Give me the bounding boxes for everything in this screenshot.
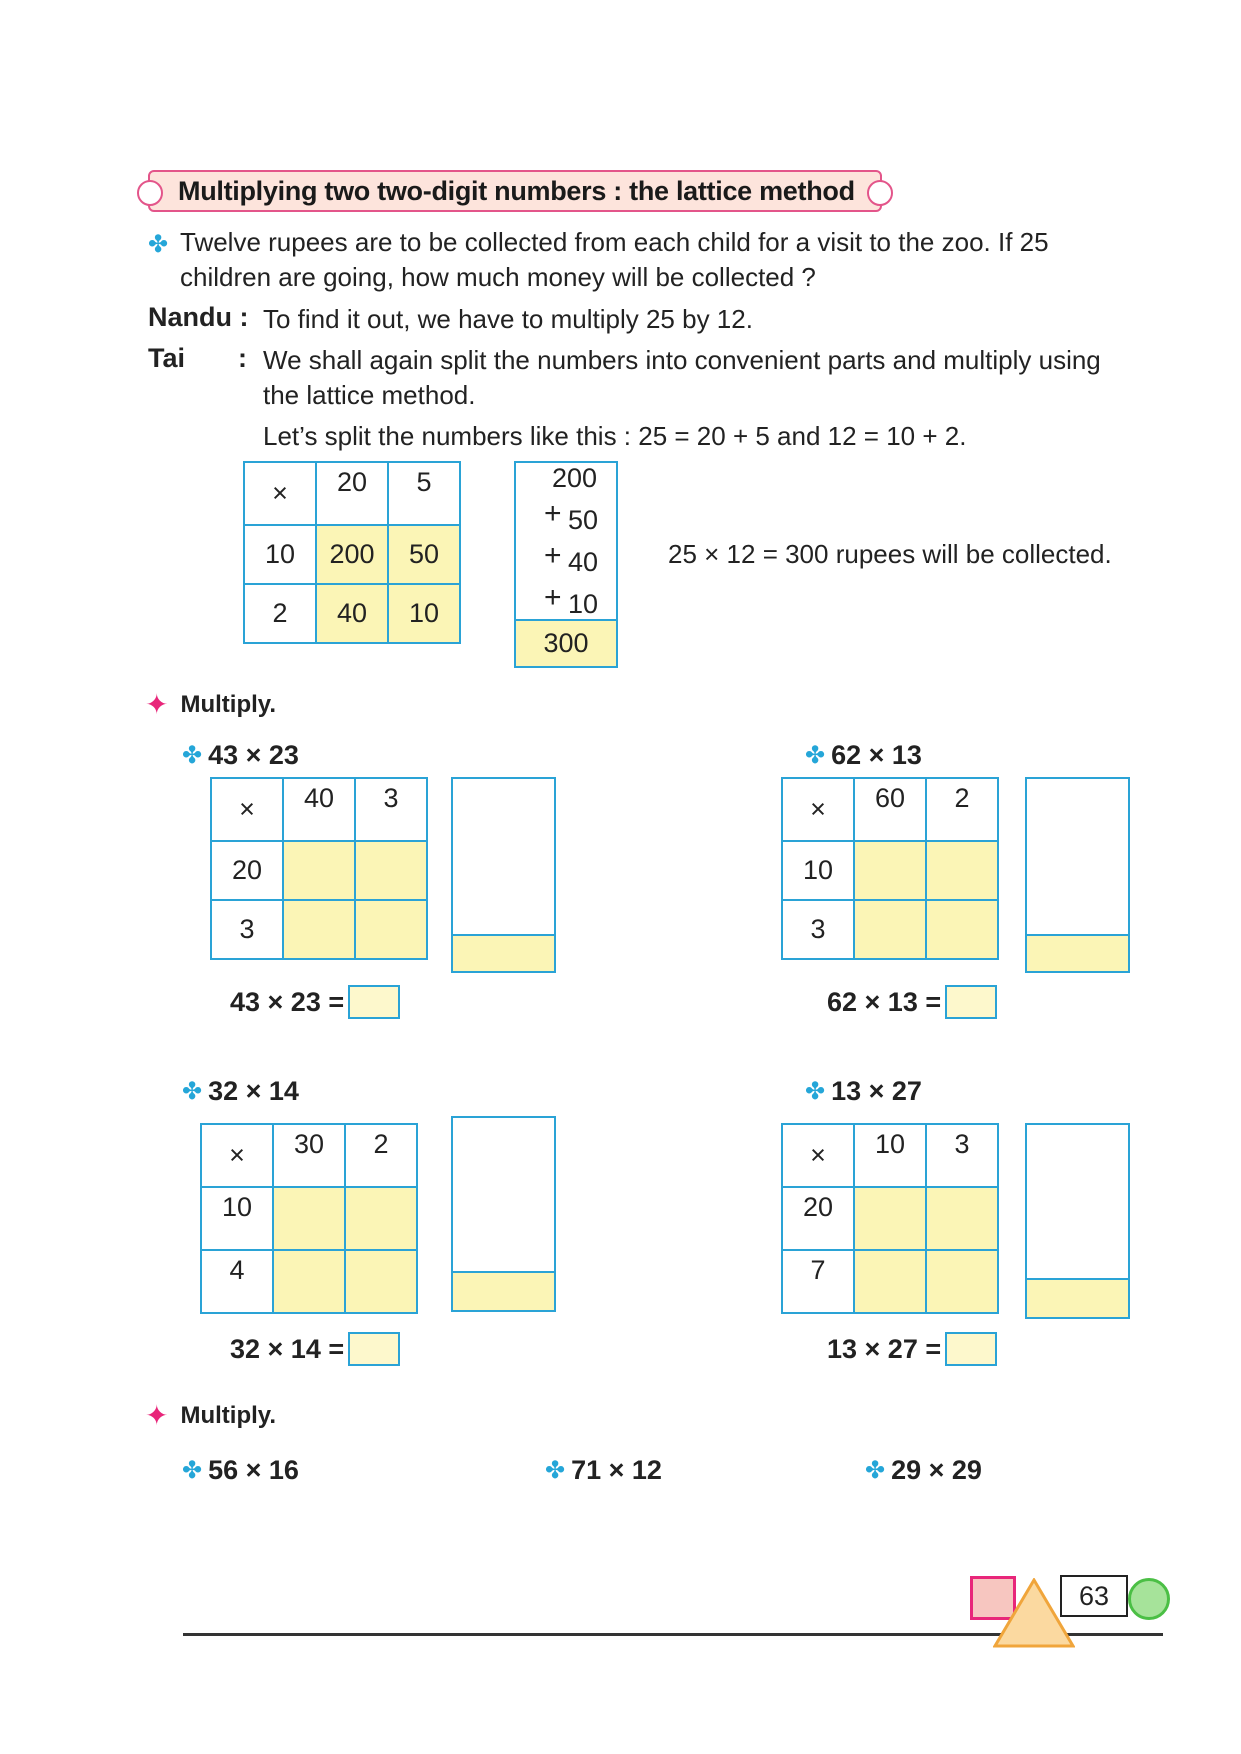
- speaker-tai: Tai: [148, 343, 186, 373]
- grid-answer-cell[interactable]: [355, 841, 427, 900]
- speaker-tai-colon: :: [238, 343, 247, 373]
- exercise-title: ✤ 32 × 14: [182, 1076, 299, 1106]
- exercise-sum-box[interactable]: [1025, 1123, 1130, 1319]
- exercise-lattice-grid: [210, 777, 428, 960]
- answer-box[interactable]: [348, 1332, 400, 1366]
- clover-bullet-icon: ✤: [805, 742, 826, 769]
- answer-box[interactable]: [348, 985, 400, 1019]
- exercise-sum-box[interactable]: [451, 1116, 556, 1312]
- grid-answer-cell[interactable]: [345, 1250, 417, 1313]
- section1-heading-text: Multiply.: [180, 690, 277, 718]
- grid-product-cell: 50: [388, 525, 460, 584]
- sum-addend: 50: [568, 505, 599, 535]
- grid-col-head: 5: [388, 462, 460, 525]
- grid-answer-cell[interactable]: [283, 841, 355, 900]
- grid-row-head: 3: [211, 900, 283, 959]
- exercise-lattice-grid: [781, 1123, 999, 1314]
- sum-result: 300: [516, 619, 616, 666]
- grid-answer-cell[interactable]: [926, 1250, 998, 1313]
- tai-line-3: Let’s split the numbers like this : 25 = 20 + 5 and 12 = 10 + 2.: [263, 421, 967, 451]
- page-number: 63: [1060, 1575, 1128, 1617]
- green-circle-icon: [1128, 1578, 1170, 1620]
- clover-bullet-icon: ✤: [545, 1457, 566, 1484]
- grid-corner: ×: [782, 778, 854, 841]
- tai-line-2: the lattice method.: [263, 380, 476, 410]
- practice-item: ✤ 56 × 16: [182, 1455, 299, 1485]
- answer-box[interactable]: [945, 1332, 997, 1366]
- grid-corner: ×: [201, 1124, 273, 1187]
- grid-row-head: 10: [244, 525, 316, 584]
- tai-text: [263, 343, 1138, 454]
- sum-result-cell[interactable]: [1027, 1278, 1128, 1317]
- section1-heading: [145, 688, 276, 721]
- grid-row-head: 4: [201, 1250, 273, 1313]
- grid-answer-cell[interactable]: [854, 1250, 926, 1313]
- speaker-nandu: Nandu :: [148, 302, 249, 332]
- grid-col-head: 2: [345, 1124, 417, 1187]
- grid-answer-cell[interactable]: [273, 1187, 345, 1250]
- grid-row-head: 10: [782, 841, 854, 900]
- sum-result-cell[interactable]: [453, 1271, 554, 1310]
- grid-corner: ×: [211, 778, 283, 841]
- grid-row-head: 20: [782, 1187, 854, 1250]
- grid-corner: ×: [782, 1124, 854, 1187]
- grid-answer-cell[interactable]: [355, 900, 427, 959]
- clover-bullet-icon: ✤: [182, 742, 203, 769]
- answer-box[interactable]: [945, 985, 997, 1019]
- exercise-sum-box[interactable]: [1025, 777, 1130, 973]
- grid-col-head: 3: [355, 778, 427, 841]
- grid-col-head: 3: [926, 1124, 998, 1187]
- exercise-equation: 13 × 27 =: [827, 1332, 997, 1366]
- grid-answer-cell[interactable]: [854, 900, 926, 959]
- exercise-equation: 32 × 14 =: [230, 1332, 400, 1366]
- section2-heading-text: Multiply.: [180, 1401, 277, 1429]
- sum-first: 200: [552, 463, 598, 493]
- grid-answer-cell[interactable]: [283, 900, 355, 959]
- exercise-lattice-grid: [781, 777, 999, 960]
- grid-answer-cell[interactable]: [273, 1250, 345, 1313]
- grid-answer-cell[interactable]: [854, 1187, 926, 1250]
- section-title-banner: [148, 170, 882, 212]
- grid-col-head: 30: [273, 1124, 345, 1187]
- exercise-title: ✤ 13 × 27: [805, 1076, 922, 1106]
- star-marker-icon: ✦: [145, 1400, 169, 1431]
- practice-item: ✤ 71 × 12: [545, 1455, 662, 1485]
- grid-row-head: 3: [782, 900, 854, 959]
- plus-sign: +: [544, 539, 562, 572]
- nandu-text: To find it out, we have to multiply 25 by 12.: [263, 304, 753, 334]
- intro-line-2: children are going, how much money will be collected ?: [180, 262, 816, 292]
- grid-answer-cell[interactable]: [854, 841, 926, 900]
- sum-addend: 10: [568, 589, 599, 619]
- exercise-equation: 43 × 23 =: [230, 985, 400, 1019]
- plus-sign: +: [544, 497, 562, 530]
- intro-question: [148, 225, 1148, 295]
- grid-col-head: 2: [926, 778, 998, 841]
- grid-row-head: 7: [782, 1250, 854, 1313]
- grid-product-cell: 200: [316, 525, 388, 584]
- grid-col-head: 10: [854, 1124, 926, 1187]
- clover-bullet-icon: ✤: [182, 1457, 203, 1484]
- grid-col-head: 20: [316, 462, 388, 525]
- section2-heading: [145, 1399, 276, 1432]
- plus-sign: +: [544, 581, 562, 614]
- example-lattice-grid: [243, 461, 461, 644]
- grid-col-head: 40: [283, 778, 355, 841]
- clover-bullet-icon: ✤: [148, 231, 169, 258]
- example-conclusion: 25 × 12 = 300 rupees will be collected.: [668, 539, 1112, 569]
- sum-addend: 40: [568, 547, 599, 577]
- grid-row-head: 2: [244, 584, 316, 643]
- grid-answer-cell[interactable]: [345, 1187, 417, 1250]
- practice-item: ✤ 29 × 29: [865, 1455, 982, 1485]
- grid-row-head: 20: [211, 841, 283, 900]
- clover-bullet-icon: ✤: [805, 1078, 826, 1105]
- tai-line-1: We shall again split the numbers into convenient parts and multiply using: [263, 345, 1101, 375]
- exercise-sum-box[interactable]: [451, 777, 556, 973]
- exercise-equation: 62 × 13 =: [827, 985, 997, 1019]
- exercise-title: ✤ 62 × 13: [805, 740, 922, 770]
- grid-row-head: 10: [201, 1187, 273, 1250]
- sum-result-cell[interactable]: [1027, 934, 1128, 971]
- grid-answer-cell[interactable]: [926, 900, 998, 959]
- section-title: Multiplying two two-digit numbers : the lattice method: [178, 175, 855, 206]
- star-marker-icon: ✦: [145, 689, 169, 720]
- grid-corner: ×: [244, 462, 316, 525]
- grid-answer-cell[interactable]: [926, 841, 998, 900]
- example-sum-box: [514, 461, 618, 668]
- exercise-title: ✤ 43 × 23: [182, 740, 299, 770]
- grid-answer-cell[interactable]: [926, 1187, 998, 1250]
- exercise-lattice-grid: [200, 1123, 418, 1314]
- sum-result-cell[interactable]: [453, 934, 554, 971]
- intro-line-1: Twelve rupees are to be collected from each child for a visit to the zoo. If 25: [180, 227, 1049, 257]
- clover-bullet-icon: ✤: [182, 1078, 203, 1105]
- grid-product-cell: 10: [388, 584, 460, 643]
- grid-col-head: 60: [854, 778, 926, 841]
- clover-bullet-icon: ✤: [865, 1457, 886, 1484]
- grid-product-cell: 40: [316, 584, 388, 643]
